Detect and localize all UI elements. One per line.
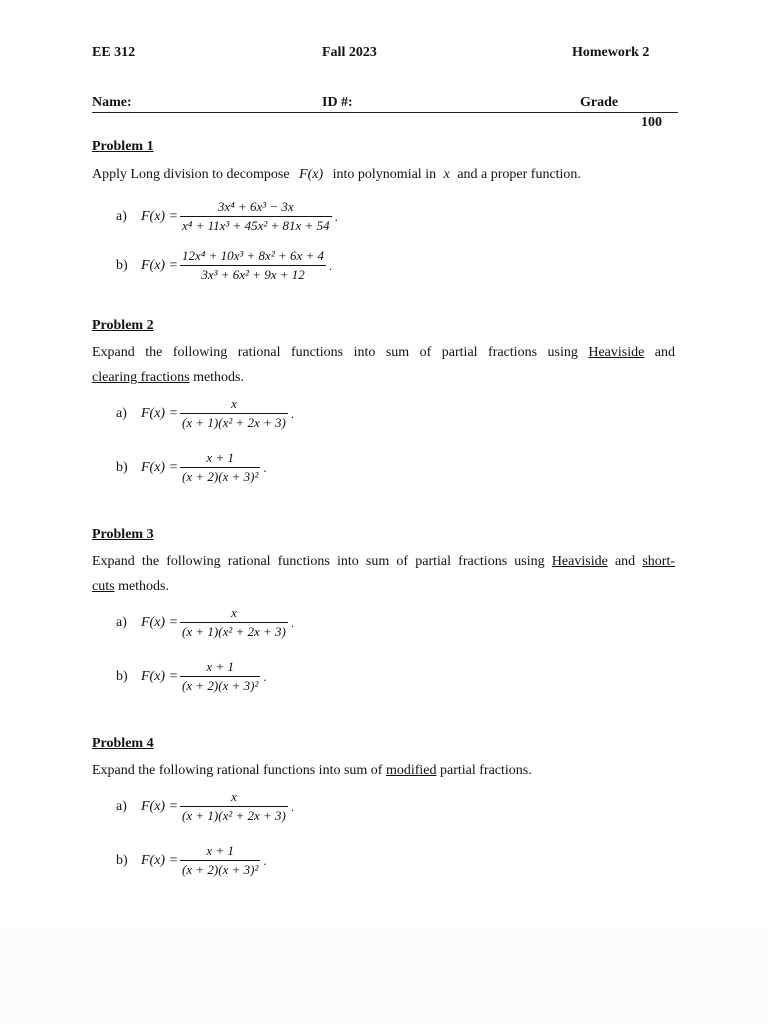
part-label: b) (116, 852, 128, 868)
problem-3-and: and (614, 554, 636, 569)
numerator: 12x⁴ + 10x³ + 8x² + 6x + 4 (182, 248, 325, 263)
numerator: x + 1 (206, 450, 234, 465)
problem-1-text-b: into polynomial in (332, 167, 437, 182)
problem-1-fx: F(x) (299, 167, 324, 182)
problem-4b-equation: b) F(x) = $\frac{x + 1}{\text{(x + 2)(x + 3)²}}$ . (116, 843, 267, 877)
equation-lhs: F(x) = (141, 257, 179, 273)
part-label: b) (116, 668, 128, 684)
page-bottom-band (0, 928, 768, 1024)
equation-lhs: F(x) = (141, 668, 179, 684)
grade-label: Grade (580, 95, 619, 110)
problem-2-and: and (654, 345, 676, 360)
problem-2b-equation: b) F(x) = $\frac{x + 1}{\text{(x + 2)(x + 3)²}}$ . (116, 450, 267, 484)
problem-1-x: x (443, 167, 450, 182)
numerator: x (231, 605, 237, 620)
problem-1-instructions (92, 162, 581, 187)
name-label: Name: (92, 95, 132, 110)
problem-3-methods: methods. (118, 579, 170, 594)
problem-4-title: Problem 4 (92, 736, 154, 751)
problem-1-title: Problem 1 (92, 139, 154, 154)
problem-3-line-1 (92, 549, 675, 574)
denominator: (x + 2)(x + 3)² (182, 469, 259, 484)
problem-3-cuts: cuts (92, 579, 115, 594)
problem-2-title: Problem 2 (92, 318, 154, 333)
problem-2-heaviside: Heaviside (588, 345, 645, 360)
problem-2-line-1 (92, 340, 675, 365)
problem-2a-equation: a) F(x) = $\frac{x}{\text{(x + 1)(x² + 2x + 3)}}$ . (116, 396, 295, 430)
numerator: 3x⁴ + 6x³ − 3x (217, 199, 294, 214)
problem-1a-equation: a) F(x) = $\frac{\text{3x⁴ + 6x³ − 3x}}{\text{x⁴ + 11x³ + 45x² + 81x + 54}}$ . (116, 199, 338, 233)
numerator: x + 1 (206, 659, 234, 674)
problem-4-modified: modified (385, 763, 437, 778)
equation-lhs: F(x) = (141, 208, 179, 224)
assignment-title: Homework 2 (572, 45, 650, 60)
problem-3-text: Expand the following rational functions into sum of partial fractions using (92, 554, 545, 569)
numerator: x + 1 (206, 843, 234, 858)
part-label: a) (116, 208, 127, 224)
part-label: b) (116, 459, 128, 475)
fraction (180, 248, 326, 283)
part-label: b) (116, 257, 128, 273)
problem-1-text-a: Apply Long division to decompose (92, 167, 290, 182)
denominator: (x + 2)(x + 3)² (182, 862, 259, 877)
course-code: EE 312 (92, 45, 136, 60)
part-label: a) (116, 614, 127, 630)
equation-lhs: F(x) = (141, 614, 179, 630)
denominator: 3x³ + 6x² + 9x + 12 (180, 265, 326, 283)
numerator: x (231, 396, 237, 411)
equation-lhs: F(x) = (141, 405, 179, 421)
numerator: x (231, 789, 237, 804)
problem-2-line-2 (92, 365, 244, 390)
denominator: (x + 1)(x² + 2x + 3) (182, 808, 286, 823)
fraction (180, 659, 260, 694)
id-label: ID #: (322, 95, 353, 110)
problem-3-title: Problem 3 (92, 527, 154, 542)
fraction (180, 789, 288, 824)
problem-2-methods: methods. (193, 370, 245, 385)
problem-4a-equation: a) F(x) = $\frac{x}{\text{(x + 1)(x² + 2x + 3)}}$ . (116, 789, 295, 823)
part-label: a) (116, 798, 127, 814)
problem-3-short: short- (642, 554, 676, 569)
problem-3-heaviside: Heaviside (551, 554, 608, 569)
problem-4-text: Expand the following rational functions into sum of (92, 763, 383, 778)
fraction (180, 450, 260, 485)
fraction (180, 843, 260, 878)
term: Fall 2023 (322, 45, 377, 60)
fraction (180, 199, 332, 234)
denominator: x⁴ + 11x³ + 45x² + 81x + 54 (182, 218, 330, 233)
problem-3a-equation: a) F(x) = $\frac{x}{\text{(x + 1)(x² + 2x + 3)}}$ . (116, 605, 295, 639)
part-label: a) (116, 405, 127, 421)
equation-lhs: F(x) = (141, 459, 179, 475)
problem-2-text: Expand the following rational functions into sum of partial fractions using (92, 345, 578, 360)
problem-3b-equation: b) F(x) = $\frac{x + 1}{\text{(x + 2)(x + 3)²}}$ . (116, 659, 267, 693)
problem-1-text-c: and a proper function. (457, 167, 581, 182)
problem-2-clearing-fractions: clearing fractions (92, 370, 190, 385)
grade-total: 100 (641, 115, 662, 130)
problem-3-line-2 (92, 574, 169, 599)
problem-1b-equation: b) F(x) = $\frac{\text{12x⁴ + 10x³ + 8x² + 6x + 4}}{\text{3x³ + 6x² + 9x + 12}}$ . (116, 248, 333, 282)
problem-4-tail: partial fractions. (440, 763, 532, 778)
denominator: (x + 2)(x + 3)² (182, 678, 259, 693)
header-rule (92, 112, 678, 113)
equation-lhs: F(x) = (141, 798, 179, 814)
problem-4-line-1 (92, 758, 532, 783)
denominator: (x + 1)(x² + 2x + 3) (182, 624, 286, 639)
fraction (180, 605, 288, 640)
equation-lhs: F(x) = (141, 852, 179, 868)
fraction (180, 396, 288, 431)
denominator: (x + 1)(x² + 2x + 3) (182, 415, 286, 430)
